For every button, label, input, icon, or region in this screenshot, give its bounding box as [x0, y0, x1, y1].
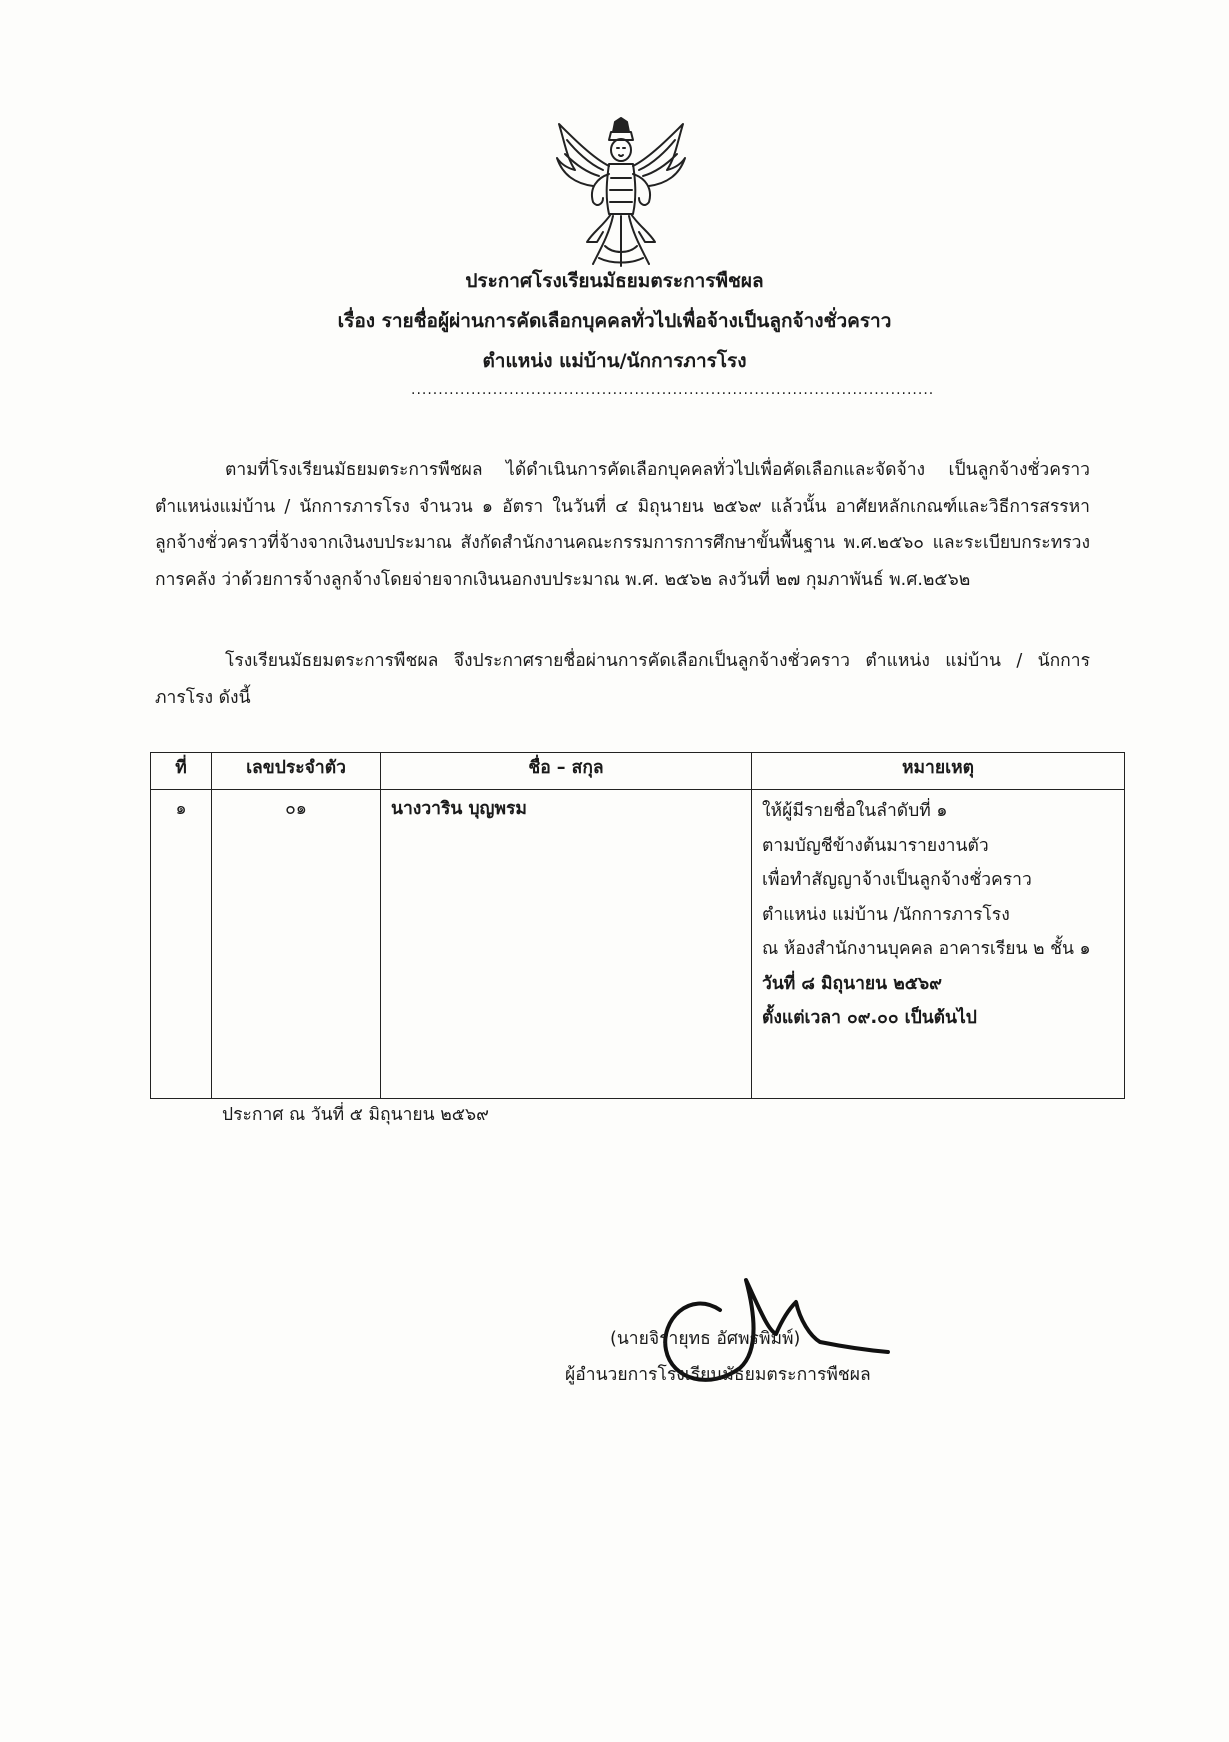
announcement-subject: เรื่อง รายชื่อผู้ผ่านการคัดเลือกบุคคลทั่วไปเพื่อจ้างเป็นลูกจ้างชั่วคราว	[337, 310, 892, 332]
garuda-emblem	[553, 118, 689, 268]
remark-line-date: วันที่ ๘ มิถุนายน ๒๕๖๙	[762, 973, 942, 994]
column-header-name: ชื่อ – สกุล	[381, 753, 752, 790]
remark-line: ตำแหน่ง แม่บ้าน /นักการภารโรง	[762, 904, 1010, 925]
column-header-remark: หมายเหตุ	[752, 753, 1125, 790]
table-header-row	[151, 753, 1125, 790]
remark-line: เพื่อทำสัญญาจ้างเป็นลูกจ้างชั่วคราว	[762, 870, 1032, 890]
dotted-rule: ................................................................................................	[411, 382, 935, 398]
paragraph-1-text: ตามที่โรงเรียนมัธยมตระการพืชผล ได้ดำเนินการคัดเลือกบุคคลทั่วไปเพื่อคัดเลือกและจัดจ้าง เป็นลูกจ้างชั่วคราว ตำแหน่งแม่บ้าน / นักการภารโรง จำนวน ๑ อัตรา ในวันที่ ๔ มิถุนายน ๒๕๖๙ แล้วนั้น อาศัยหลักเกณฑ์และวิธีการสรรหาลูกจ้างชั่วคราวที่จ้างจากเงินงบประมาณ สังกัดสำนักงานคณะกรรมการการศึกษาขั้นพื้นฐาน พ.ศ.๒๕๖๐ และระเบียบกระทรวงการคลัง ว่าด้วยการจ้างลูกจ้างโดยจ่ายจากเงินนอกงบประมาณ พ.ศ. ๒๕๖๒ ลงวันที่ ๒๗ กุมภาพันธ์ พ.ศ.๒๕๖๒	[155, 460, 1090, 590]
table-row	[151, 790, 1125, 1099]
signer-title: ผู้อำนวยการโรงเรียนมัธยมตระการพืชผล	[565, 1365, 871, 1385]
column-header-no: ที่	[151, 753, 212, 790]
body-paragraph-2: โรงเรียนมัธยมตระการพืชผล จึงประกาศรายชื่อผ่านการคัดเลือกเป็นลูกจ้างชั่วคราว ตำแหน่ง แม่บ้าน / นักการภารโรง ดังนี้	[155, 651, 1090, 708]
announcement-date: ประกาศ ณ วันที่ ๕ มิถุนายน ๒๕๖๙	[222, 1105, 489, 1125]
cell-no: ๑	[151, 790, 212, 1099]
remark-line: ตามบัญชีข้างต้นมารายงานตัว	[762, 835, 989, 856]
selection-table	[150, 752, 1125, 1099]
cell-remark	[752, 790, 1125, 1099]
remark-line: ให้ผู้มีรายชื่อในลำดับที่ ๑	[762, 801, 948, 821]
remark-line-time: ตั้งแต่เวลา ๐๙.๐๐ เป็นต้นไป	[762, 1008, 977, 1028]
signer-name: (นายจิรายุทธ อัศพรพิมพ์)	[610, 1329, 801, 1349]
remark-line: ณ ห้องสำนักงานบุคคล อาคารเรียน ๒ ชั้น ๑	[762, 939, 1091, 959]
column-header-id: เลขประจำตัว	[212, 753, 381, 790]
body-paragraph-1	[155, 452, 1090, 598]
announcement-title: ประกาศโรงเรียนมัธยมตระการพืชผล	[465, 270, 764, 292]
cell-name: นางวาริน บุญพรม	[381, 790, 752, 1099]
cell-id: ๐๑	[212, 790, 381, 1099]
announcement-position: ตำแหน่ง แม่บ้าน/นักการภารโรง	[482, 350, 747, 372]
